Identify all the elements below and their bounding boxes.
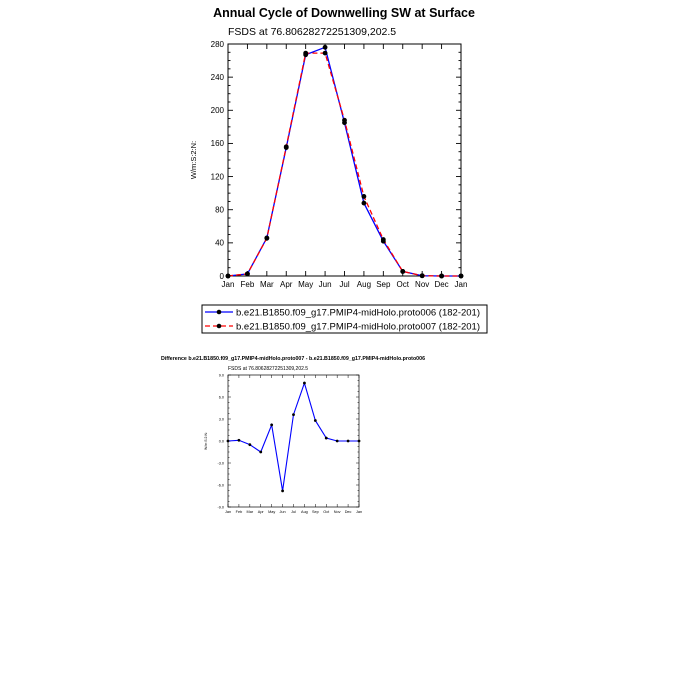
main-series1-point [323,45,328,50]
main-chart-subtitle: FSDS at 76.80628272251309,202.5 [228,26,397,38]
main-ytick-label: 160 [210,139,224,149]
main-xtick-label: Jan [454,280,468,289]
main-series2-point [264,236,269,241]
legend-marker-series2 [217,324,222,329]
main-series2-point [245,271,250,276]
diff-series1-point [292,413,295,416]
main-xtick-label: Jul [339,280,350,289]
diff-xtick-label: Feb [235,510,243,514]
diff-series1-point [336,440,339,443]
diff-ytick-label: -6.0 [217,483,224,488]
main-xtick-label: Sep [376,280,391,289]
main-series2-point [323,51,328,56]
main-ytick-label: 0 [219,271,224,281]
main-xtick-label: Feb [240,280,255,289]
main-ytick-label: 240 [210,72,224,82]
main-ytick-label: 40 [215,238,224,248]
diff-series1-point [270,423,273,426]
legend-label-series1: b.e21.B1850.f09_g17.PMIP4-midHolo.proto006 (182-201) [236,307,480,319]
diff-ytick-label: -3.0 [217,461,224,466]
main-series2-point [342,118,347,123]
legend-label-series2: b.e21.B1850.f09_g17.PMIP4-midHolo.proto007 (182-201) [236,321,480,333]
diff-ytick-label: 3.0 [218,417,224,422]
main-ytick-label: 280 [210,39,224,49]
diff-xtick-label: Oct [323,510,330,514]
main-chart-title: Annual Cycle of Downwelling SW at Surface [213,6,475,20]
main-chart-ylabel: W/m:S:2:N: [189,140,198,180]
main-series-line-2 [228,53,461,276]
diff-series-line-1 [228,383,359,491]
main-xtick-label: Mar [259,280,274,289]
main-xtick-label: May [298,280,314,289]
diff-chart-title: Difference b.e21.B1850.f09_g17.PMIP4-midHolo.proto007 - b.e21.B1850.f09_g17.PMIP4-midHolo.proto006 [160,356,426,362]
main-xtick-label: Apr [280,280,293,289]
diff-ytick-label: 9.0 [218,373,224,378]
diff-xtick-label: Jun [279,510,286,514]
main-series2-point [284,144,289,149]
main-xtick-label: Jun [318,280,332,289]
diff-xtick-label: Dec [344,510,352,514]
main-series-line-1 [228,47,461,276]
main-series2-point [362,194,367,199]
main-xtick-label: Dec [434,280,449,289]
diff-xtick-label: Sep [311,510,319,514]
diff-xtick-label: Aug [301,510,308,514]
legend [202,305,487,333]
difference-chart [161,356,425,514]
main-xtick-label: Nov [415,280,430,289]
diff-series1-point [358,440,361,443]
diff-series1-point [248,443,251,446]
diff-series1-point [238,439,241,442]
diff-ytick-label: -9.0 [217,505,224,510]
main-series2-point [459,274,464,279]
main-series2-point [303,51,308,56]
main-series2-point [400,269,405,274]
diff-series1-point [347,440,350,443]
diff-xtick-label: Jul [291,510,296,514]
diff-series1-point [281,489,284,492]
main-ytick-label: 120 [210,172,224,182]
main-ytick-label: 80 [215,205,224,215]
diff-series1-point [227,440,230,443]
diff-ytick-label: 0.0 [218,439,224,444]
main-xtick-label: Aug [356,280,372,289]
main-ytick-label: 200 [210,106,224,116]
diff-xtick-label: Jan [224,510,232,514]
diff-series1-point [303,382,306,385]
diff-xtick-label: Nov [333,510,341,514]
main-series2-point [439,274,444,279]
main-series1-point [362,201,367,206]
main-series2-point [226,274,231,279]
main-series2-point [420,273,425,278]
diff-ytick-label: 6.0 [218,395,224,400]
diff-xtick-label: Jan [355,510,363,514]
main-xtick-label: Jan [221,280,235,289]
diff-xtick-label: Apr [257,510,264,514]
diff-xtick-label: May [268,510,276,514]
legend-marker-series1 [217,310,222,315]
diff-chart-subtitle: FSDS at 76.80628272251309,202.5 [228,366,309,372]
diff-series1-point [325,437,328,440]
diff-series1-point [314,419,317,422]
main-plot-frame [228,44,461,276]
annual-cycle-chart [189,6,475,289]
diff-chart-ylabel: W/m:S:2:N: [204,432,208,450]
main-series2-point [381,237,386,242]
diff-xtick-label: Mar [246,510,254,514]
diff-series1-point [259,451,262,454]
main-xtick-label: Oct [396,280,409,289]
